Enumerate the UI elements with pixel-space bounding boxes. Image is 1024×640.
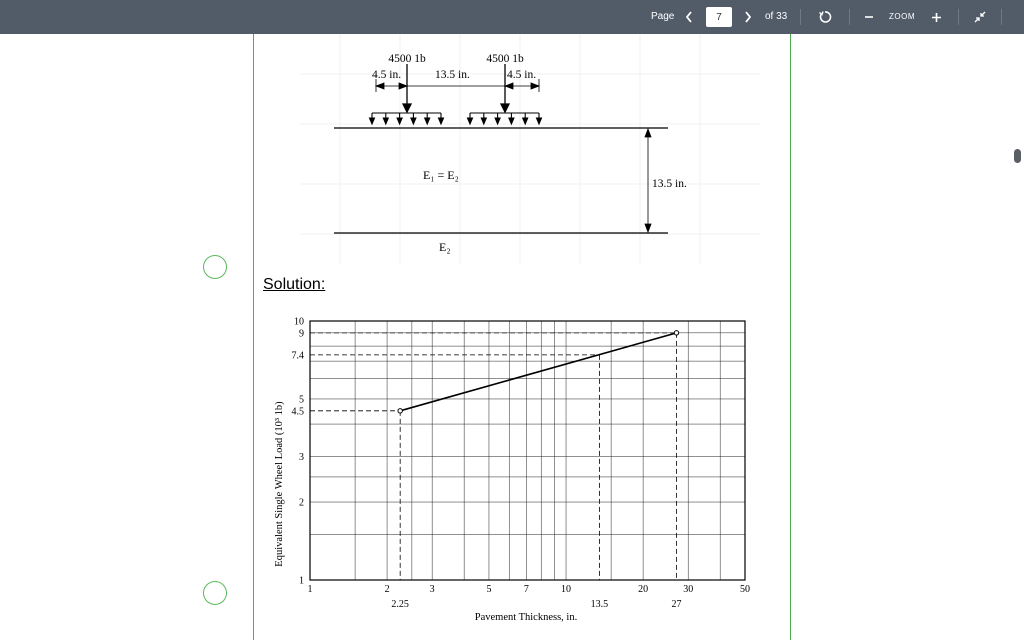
mid-spacing-label: 13.5 in. <box>435 69 470 81</box>
rotate-icon <box>818 10 832 24</box>
document-viewport[interactable] <box>0 34 1024 640</box>
solution-heading: Solution: <box>263 276 326 293</box>
zoom-in-button[interactable] <box>928 0 944 34</box>
rotate-button[interactable] <box>814 0 836 34</box>
x-tick-label: 5 <box>486 584 492 595</box>
y-tick-label: 7.4 <box>291 350 304 362</box>
collapse-fullscreen-button[interactable] <box>970 0 990 34</box>
toolbar-separator <box>849 9 850 25</box>
x-axis-label: Pavement Thickness, in. <box>474 612 578 623</box>
x-tick-label: 3 <box>429 584 435 595</box>
chart-grid <box>310 321 745 580</box>
series-point <box>674 331 678 335</box>
chevron-right-icon <box>744 11 752 23</box>
toolbar-separator <box>1001 9 1002 25</box>
y-tick-label: 10 <box>294 316 304 328</box>
next-page-button[interactable] <box>741 0 755 34</box>
chart-series <box>398 331 679 413</box>
y-tick-label: 1 <box>299 575 304 587</box>
y-tick-label: 3 <box>299 451 304 463</box>
left-spacing-label: 4.5 in. <box>372 69 402 81</box>
plot-frame <box>310 321 745 580</box>
minus-icon <box>864 12 874 22</box>
x-tick-label: 2 <box>384 584 390 595</box>
x-tick-label-value: 2.25 <box>391 599 409 610</box>
x-tick-label-value: 13.5 <box>590 599 609 610</box>
thickness-label: 13.5 in. <box>652 178 687 190</box>
y-tick-label: 2 <box>299 497 304 509</box>
x-tick-label: 1 <box>307 584 313 595</box>
zoom-label: ZOOM <box>889 12 915 21</box>
viewer-toolbar <box>0 0 1024 34</box>
x-tick-label: 20 <box>638 584 649 595</box>
y-tick-label: 9 <box>299 328 304 340</box>
right-spacing-label: 4.5 in. <box>507 69 537 81</box>
left-load-label: 4500 1b <box>388 53 426 65</box>
toolbar-separator <box>800 9 801 25</box>
page-number-input[interactable] <box>706 7 732 27</box>
y-axis-label: Equivalent Single Wheel Load (10³ 1b) <box>274 401 285 567</box>
plus-icon <box>931 12 942 23</box>
eswl-chart <box>0 34 1024 640</box>
x-tick-label-value: 27 <box>671 599 682 610</box>
x-tick-label: 10 <box>561 584 572 595</box>
toolbar-separator <box>958 9 959 25</box>
x-tick-label: 30 <box>683 584 694 595</box>
x-tick-label: 50 <box>740 584 750 595</box>
chart-ticks <box>292 317 751 611</box>
y-tick-label: 4.5 <box>291 406 304 418</box>
x-tick-label: 7 <box>523 584 529 595</box>
page-total: of 33 <box>765 11 788 22</box>
series-point <box>398 409 402 413</box>
zoom-out-button[interactable] <box>861 0 877 34</box>
previous-page-button[interactable] <box>682 0 696 34</box>
subgrade-modulus-label: E₂ <box>439 240 451 254</box>
page-label: Page <box>651 11 675 22</box>
y-tick-label: 5 <box>299 394 304 406</box>
right-load-label: 4500 1b <box>486 53 524 65</box>
collapse-icon <box>974 11 986 23</box>
layer-modulus-label: E₁ = E₂ <box>423 168 459 182</box>
chevron-left-icon <box>685 11 693 23</box>
